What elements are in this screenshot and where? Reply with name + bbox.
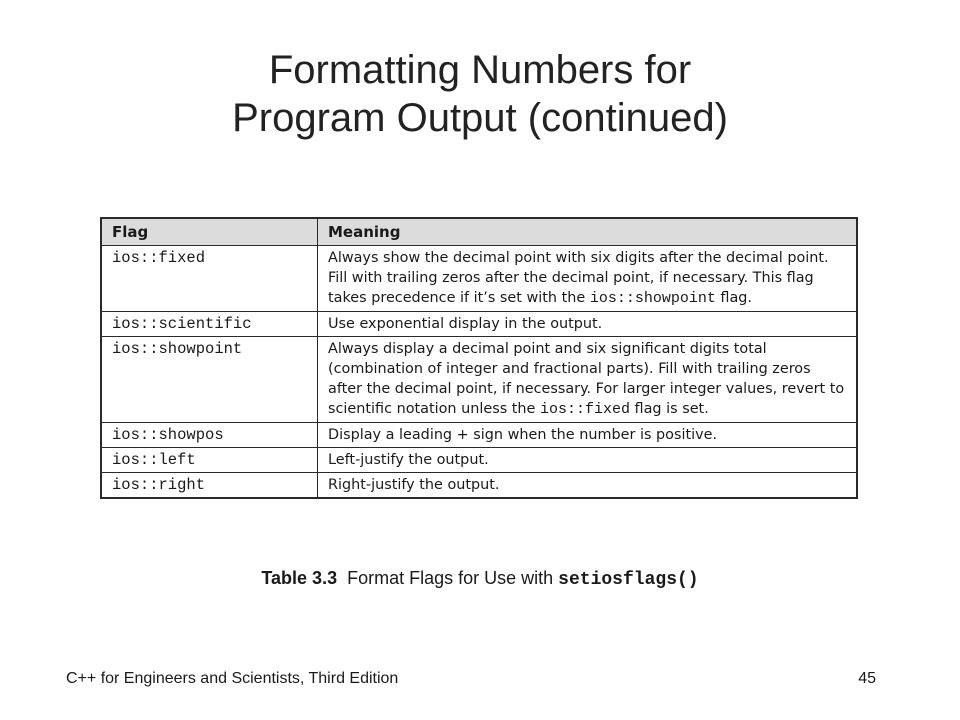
slide-title-line-1: Formatting Numbers for bbox=[268, 48, 692, 92]
slide-title-line-2: Program Output (continued) bbox=[232, 96, 728, 140]
flag-cell: ios::showpos bbox=[101, 423, 318, 448]
meaning-text: Right-justify the output. bbox=[328, 477, 500, 493]
table-row bbox=[101, 312, 857, 337]
flag-cell: ios::left bbox=[101, 448, 318, 473]
table-row bbox=[101, 337, 857, 423]
table-row bbox=[101, 423, 857, 448]
meaning-cell bbox=[318, 423, 858, 448]
meaning-text: Always show the decimal point with six digits after the decimal point. Fill with trailing zeros after the decimal point, if necessary. This flag takes precedence if it’s set with the bbox=[328, 250, 829, 306]
table-row bbox=[101, 448, 857, 473]
table-row bbox=[101, 246, 857, 312]
meaning-text: Display a leading + sign when the number is positive. bbox=[328, 427, 718, 443]
flag-cell: ios::scientific bbox=[101, 312, 318, 337]
meaning-cell bbox=[318, 473, 858, 499]
caption-code: setiosflags() bbox=[558, 570, 699, 590]
meaning-text: flag is set. bbox=[629, 401, 709, 417]
caption-text: Format Flags for Use with bbox=[347, 568, 554, 588]
table-row bbox=[101, 473, 857, 499]
meaning-cell bbox=[318, 312, 858, 337]
table-body bbox=[101, 246, 857, 499]
meaning-cell bbox=[318, 337, 858, 423]
meaning-text: Use exponential display in the output. bbox=[328, 316, 603, 332]
caption-table-number: Table 3.3 bbox=[261, 568, 338, 588]
meaning-cell bbox=[318, 246, 858, 312]
column-header-flag: Flag bbox=[101, 218, 318, 246]
meaning-code: ios::fixed bbox=[539, 401, 630, 418]
footer-page-number: 45 bbox=[858, 670, 876, 687]
meaning-code: ios::showpoint bbox=[589, 290, 716, 307]
column-header-meaning: Meaning bbox=[318, 218, 858, 246]
format-flags-table bbox=[100, 217, 858, 499]
flag-cell: ios::right bbox=[101, 473, 318, 499]
meaning-text: flag. bbox=[715, 290, 753, 306]
flag-cell: ios::showpoint bbox=[101, 337, 318, 423]
meaning-text: Left-justify the output. bbox=[328, 452, 489, 468]
table-header-row bbox=[101, 218, 857, 246]
meaning-text: Always display a decimal point and six significant digits total (combination of integer and fractional parts). Fill with trailing zeros after the decimal point, if necessary. For larger integer values, revert to scientific notation unless the bbox=[328, 341, 845, 417]
footer-book-title: C++ for Engineers and Scientists, Third Edition bbox=[66, 670, 399, 687]
table-caption bbox=[0, 568, 960, 590]
flag-cell: ios::fixed bbox=[101, 246, 318, 312]
meaning-cell bbox=[318, 448, 858, 473]
slide-title bbox=[0, 46, 960, 142]
